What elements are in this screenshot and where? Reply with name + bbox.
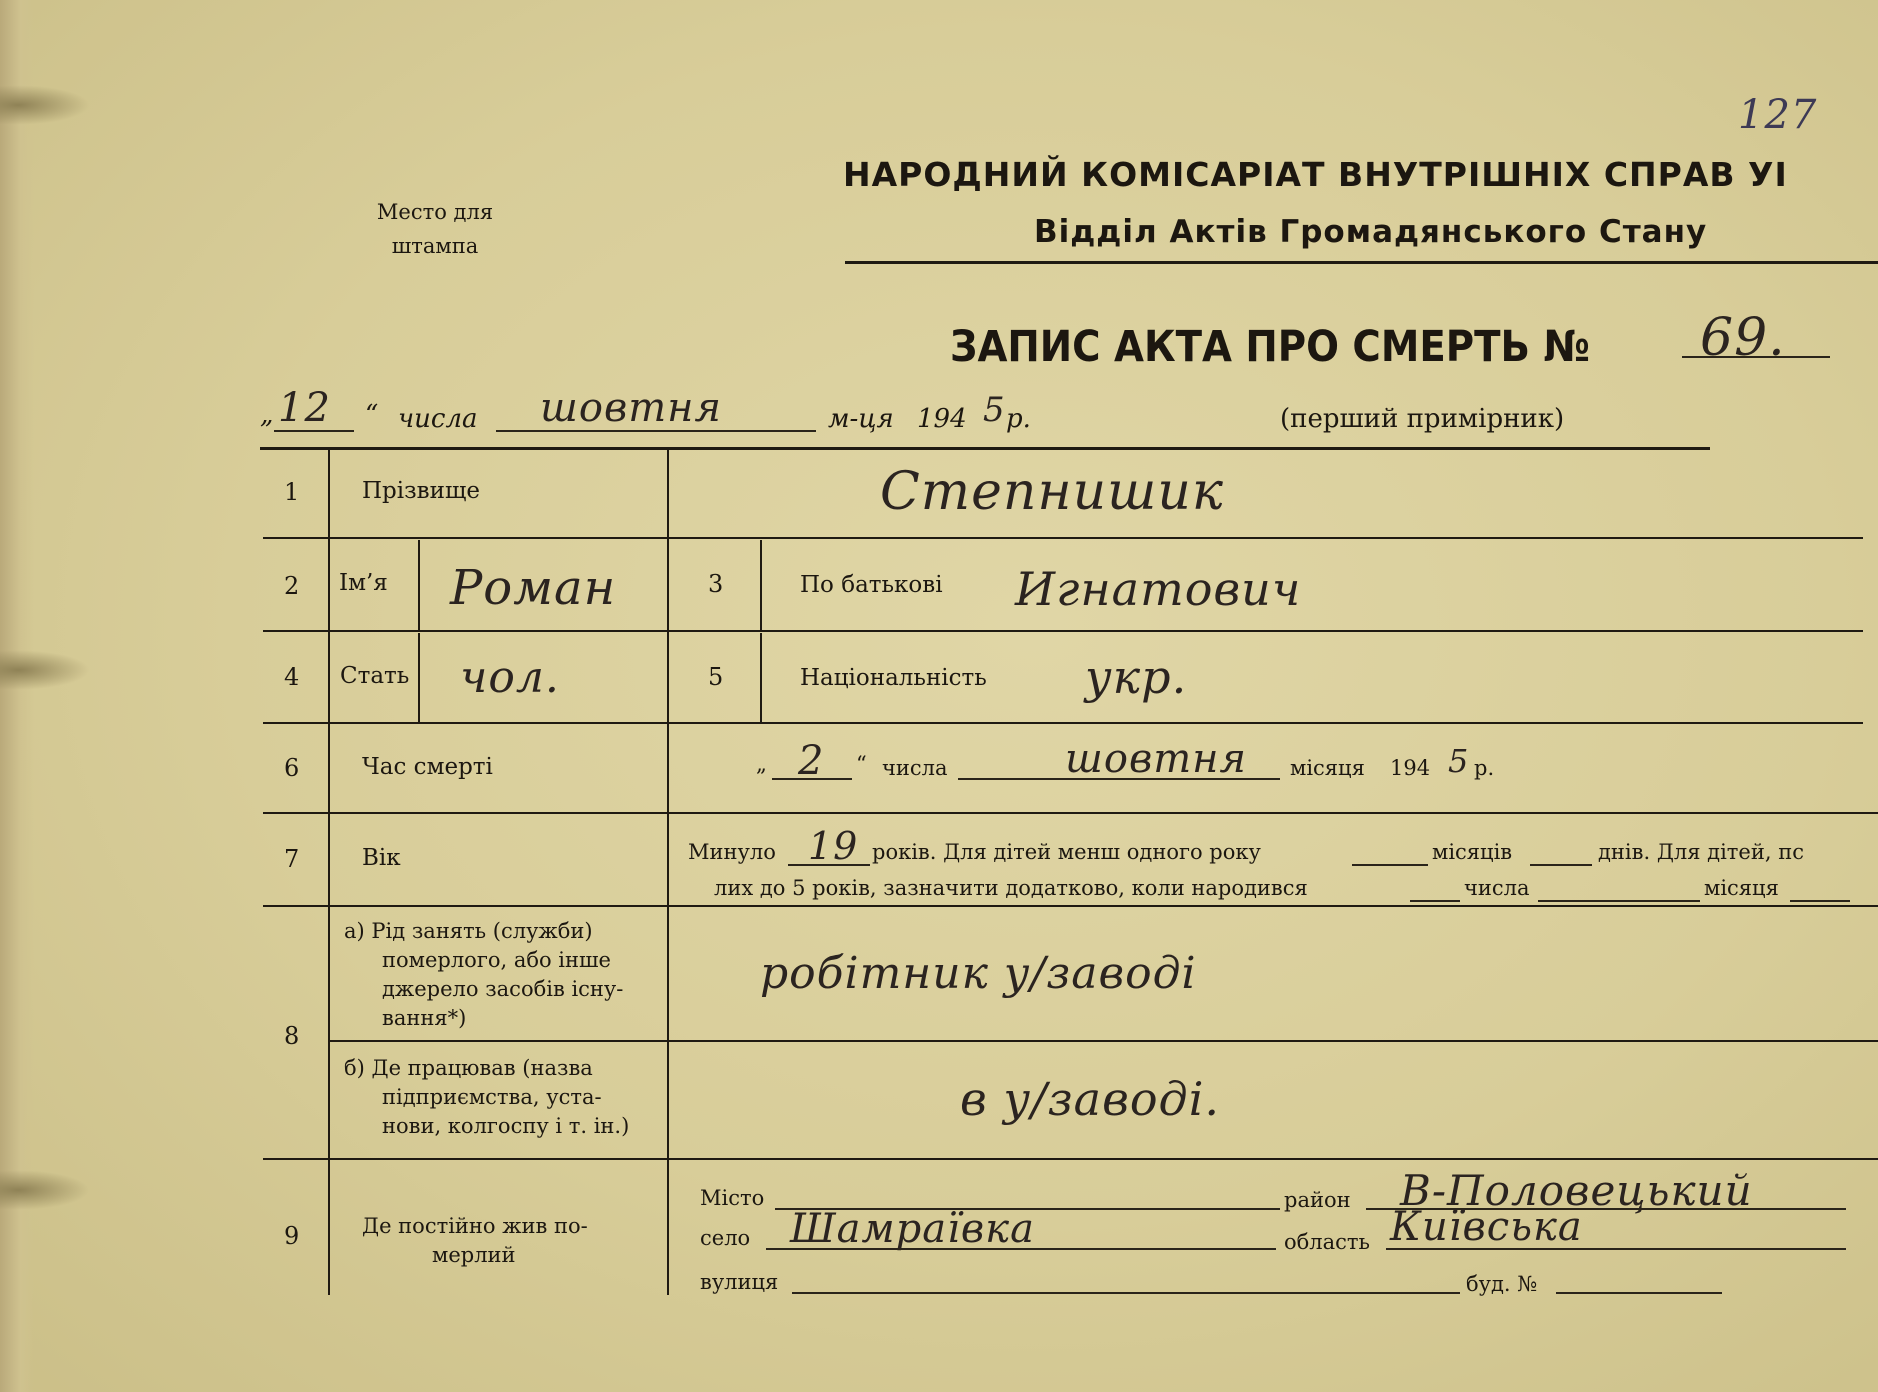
patronymic-label: По батькові: [800, 572, 943, 598]
age-months-word: місяців: [1432, 840, 1513, 864]
death-date-open-quote: „: [756, 752, 767, 776]
residence-label: [362, 1212, 588, 1270]
sex-label: Стать: [340, 663, 410, 689]
patronymic-value: Игнатович: [1015, 562, 1302, 616]
row-rule: [263, 630, 1863, 632]
cell-rule: [760, 540, 762, 630]
death-month-line: [958, 778, 1280, 780]
death-date-close-quote: “: [856, 752, 867, 776]
row-number: 1: [284, 478, 300, 506]
occupation-label-line: джерело засобів існу-: [382, 977, 624, 1001]
region-value: Київська: [1390, 1204, 1583, 1250]
stamp-place-line: штампа: [391, 234, 479, 258]
age-years-line: [788, 864, 870, 866]
table-top-rule: [260, 447, 1710, 450]
age-birth-month-word: місяця: [1704, 876, 1779, 900]
row-rule: [263, 905, 1878, 907]
nationality-value: укр.: [1085, 650, 1188, 704]
first-name-label: Ім’я: [339, 570, 388, 596]
death-time-label: Час смерті: [362, 754, 493, 780]
village-value: Шамраївка: [790, 1206, 1035, 1252]
record-number: 69.: [1700, 308, 1786, 368]
number-column-rule: [328, 450, 330, 1295]
age-minulo: Минуло: [688, 840, 776, 864]
first-name-value: Роман: [450, 560, 617, 616]
death-month: шовтня: [1065, 736, 1248, 782]
row-number: 9: [284, 1222, 300, 1250]
death-day-word: числа: [882, 756, 948, 780]
header-ministry: НАРОДНИЙ КОМІСАРІАТ ВНУТРІШНІХ СПРАВ УІ: [843, 155, 1788, 194]
paper-tear: [0, 650, 90, 690]
header-rule: [845, 261, 1878, 264]
stamp-place-note: [335, 195, 535, 263]
district-label: район: [1284, 1188, 1351, 1212]
workplace-label-line: нови, колгоспу і т. ін.): [382, 1114, 630, 1138]
row-number: 8: [284, 1022, 300, 1050]
paper-tear: [0, 1170, 90, 1210]
surname-value: Степнишик: [880, 462, 1224, 522]
record-day-line: [274, 430, 354, 432]
house-label: буд. №: [1466, 1272, 1538, 1296]
document-title: ЗАПИС АКТА ПРО СМЕРТЬ №: [950, 322, 1590, 372]
row-rule: [263, 1158, 1878, 1160]
age-birth-month-line: [1538, 900, 1700, 902]
row-number: 7: [284, 845, 300, 873]
cell-rule: [418, 540, 420, 630]
death-year-suffix: р.: [1474, 756, 1495, 780]
row-number: 6: [284, 754, 300, 782]
region-label: область: [1284, 1230, 1370, 1254]
cell-rule: [760, 633, 762, 722]
record-year-prefix: 194: [917, 404, 967, 434]
village-label: село: [700, 1226, 751, 1250]
workplace-label-line: підприємства, уста-: [382, 1085, 602, 1109]
workplace-label-line: б) Де працював (назва: [344, 1056, 593, 1080]
record-month-word: м-ця: [828, 404, 894, 434]
nationality-label: Національність: [800, 665, 987, 691]
row-rule: [330, 1040, 1878, 1042]
district-value: В-Половецький: [1400, 1166, 1753, 1215]
street-label: вулиця: [700, 1270, 779, 1294]
paper-tear: [0, 85, 90, 125]
age-line1-tail: днів. Для дітей, пс: [1598, 840, 1804, 864]
label-column-rule: [667, 450, 669, 1295]
residence-label-line: Де постійно жив по-: [362, 1214, 588, 1238]
age-days-line: [1530, 864, 1592, 866]
record-day: 12: [278, 385, 331, 431]
street-line: [792, 1292, 1460, 1294]
age-birth-day-word: числа: [1464, 876, 1530, 900]
death-month-word: місяця: [1290, 756, 1365, 780]
region-line: [1386, 1248, 1846, 1250]
occupation-label-line: а) Рід занять (служби): [344, 919, 593, 943]
age-line2-text: лих до 5 років, зазначити додатково, коли народився: [714, 876, 1308, 900]
record-month: шовтня: [540, 385, 723, 431]
occupation-label-line: вання*): [382, 1006, 467, 1030]
workplace-value: в у/заводі.: [960, 1072, 1221, 1126]
header-department: Відділ Актів Громадянського Стану: [1034, 214, 1708, 250]
row-number: 2: [284, 572, 300, 600]
record-year-suffix: р.: [1006, 404, 1031, 434]
cell-rule: [418, 633, 420, 722]
age-birth-year-line: [1790, 900, 1850, 902]
death-year-prefix: 194: [1390, 756, 1431, 780]
workplace-label: [344, 1054, 629, 1141]
occupation-label: [344, 917, 623, 1033]
age-years-value: 19: [808, 824, 859, 868]
death-year-digit: 5: [1448, 742, 1470, 780]
stamp-place-line: Место для: [376, 200, 494, 224]
archive-page-number: 127: [1738, 92, 1818, 138]
row-rule: [263, 537, 1863, 539]
occupation-value: робітник у/заводі: [760, 948, 1197, 999]
age-months-line: [1352, 864, 1428, 866]
surname-label: Прізвище: [362, 478, 480, 504]
record-date-close-quote: “: [365, 400, 379, 430]
row-number: 5: [708, 663, 724, 691]
occupation-label-line: померлого, або інше: [382, 948, 611, 972]
row-number: 4: [284, 663, 300, 691]
age-label: Вік: [362, 845, 401, 871]
copy-note: (перший примірник): [1280, 404, 1565, 434]
sex-value: чол.: [460, 652, 560, 703]
record-day-word: числа: [398, 404, 478, 434]
record-date-open-quote: „: [260, 400, 274, 430]
age-years-text: років. Для дітей менш одного року: [872, 840, 1261, 864]
city-label: Місто: [700, 1186, 765, 1210]
record-year-digit: 5: [983, 390, 1006, 430]
house-line: [1556, 1292, 1722, 1294]
record-number-line: [1682, 356, 1830, 358]
record-month-line: [496, 430, 816, 432]
age-birth-day-line: [1410, 900, 1460, 902]
row-rule: [263, 722, 1863, 724]
village-line: [766, 1248, 1276, 1250]
row-number: 3: [708, 570, 724, 598]
row-rule: [263, 812, 1878, 814]
death-day-line: [772, 778, 852, 780]
death-day: 2: [798, 738, 825, 784]
residence-label-line: мерлий: [432, 1243, 516, 1267]
